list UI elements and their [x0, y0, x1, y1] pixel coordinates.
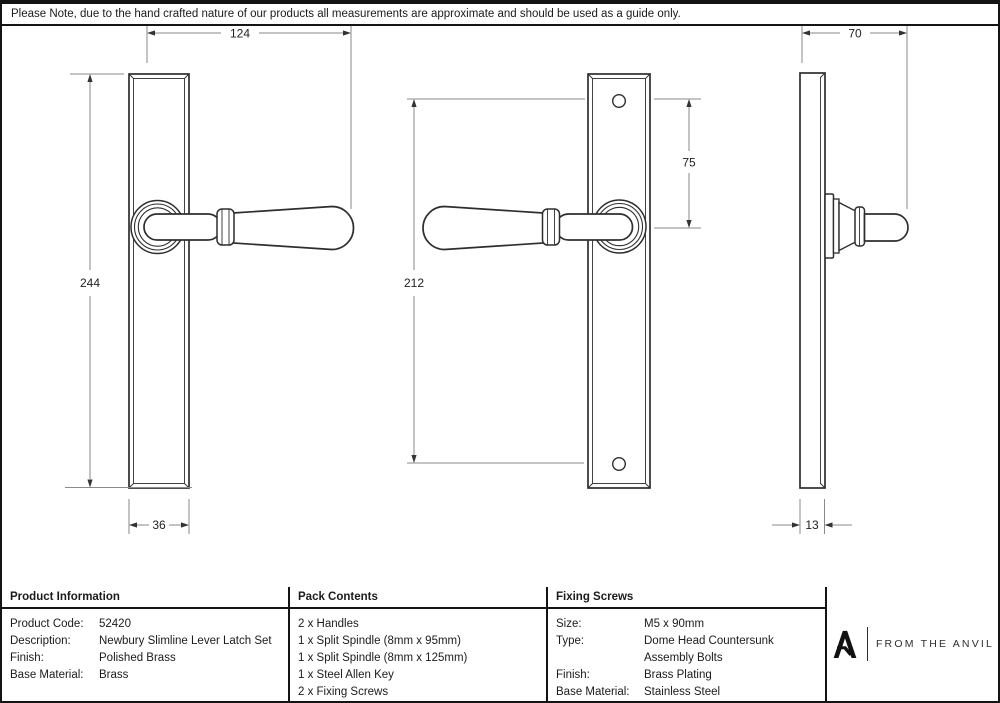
anvil-logo-icon — [831, 628, 859, 660]
front-height-value: 244 — [79, 276, 101, 290]
front-backplate — [129, 74, 189, 488]
side-depth-value: 70 — [848, 26, 862, 41]
list-item: 2 x Fixing Screws — [298, 686, 389, 698]
pack-contents-body — [290, 609, 546, 701]
table-row: Finish: Brass Plating — [556, 669, 712, 681]
rear-height-value: 212 — [403, 276, 425, 290]
table-row: Base Material: Stainless Steel — [556, 686, 721, 698]
side-thickness-value: 13 — [805, 518, 819, 532]
bottom-screw-hole — [613, 458, 626, 471]
list-item: 1 x Split Spindle (8mm x 95mm) — [298, 635, 461, 647]
brand-logo-cell — [825, 587, 998, 701]
technical-drawing — [2, 2, 998, 556]
product-information-column — [2, 587, 288, 701]
product-information-body — [2, 609, 288, 684]
rear-dim-height — [407, 99, 585, 463]
rear-view — [404, 74, 701, 488]
list-item: 1 x Split Spindle (8mm x 125mm) — [298, 652, 468, 664]
pack-contents-column — [288, 587, 546, 701]
brand-divider — [867, 627, 868, 661]
front-width-value: 124 — [229, 26, 251, 41]
pack-contents-header: Pack Contents — [290, 587, 546, 609]
fixing-screws-column — [546, 587, 825, 701]
spec-table — [2, 587, 998, 701]
side-backplate — [800, 73, 825, 488]
table-row: Description: Newbury Slimline Lever Latch Set — [10, 635, 272, 647]
rear-backplate — [588, 74, 650, 488]
side-view — [772, 26, 908, 534]
list-item: 1 x Steel Allen Key — [298, 669, 394, 681]
table-row: Assembly Bolts — [644, 652, 723, 664]
product-information-header: Product Information — [2, 587, 288, 609]
brand-wordmark: FROM THE ANVIL — [875, 638, 995, 650]
fixing-screws-body — [548, 609, 825, 701]
front-view — [65, 26, 354, 534]
table-row: Size: M5 x 90mm — [556, 618, 705, 630]
measurement-note-text: Please Note, due to the hand crafted nature of our products all measurements are approximate and should be used as a guide only. — [11, 8, 681, 20]
front-base-width-value: 36 — [152, 518, 166, 532]
fixing-screws-header: Fixing Screws — [548, 587, 825, 609]
side-rose-and-lever — [825, 194, 908, 258]
top-screw-hole — [613, 95, 626, 108]
table-row: Finish: Polished Brass — [10, 652, 176, 664]
measurement-note — [2, 2, 998, 26]
table-row: Base Material: Brass — [10, 669, 129, 681]
list-item: 2 x Handles — [298, 618, 359, 630]
rear-top-offset-value: 75 — [682, 155, 696, 170]
table-row: Type: Dome Head Countersunk — [556, 635, 774, 647]
table-row: Product Code: 52420 — [10, 618, 131, 630]
